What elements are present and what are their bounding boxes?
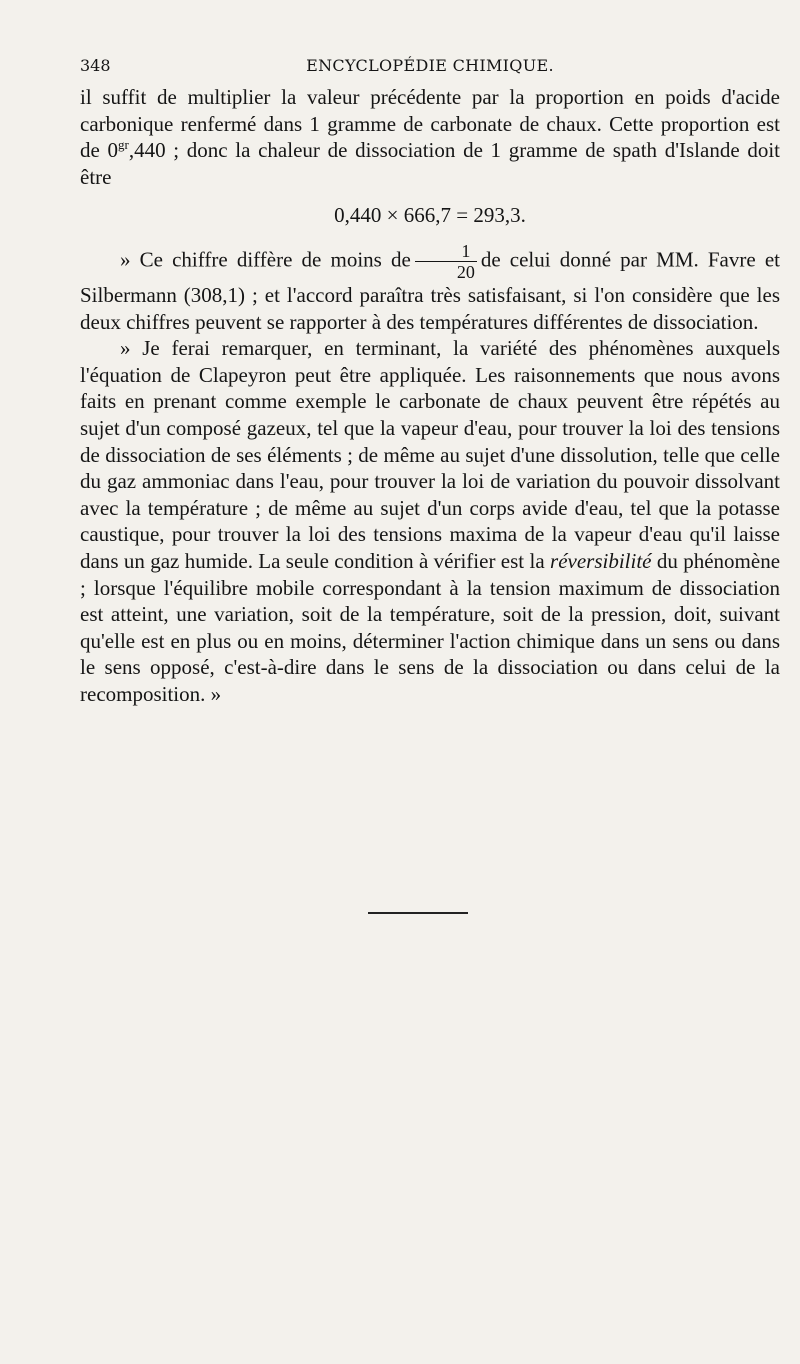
running-title: ENCYCLOPÉDIE CHIMIQUE.	[306, 56, 554, 75]
paragraph-1-text-b: ,440 ; donc la chaleur de dissociation de 1 gramme de spath d'Islande doit être	[80, 138, 780, 189]
fraction-denominator: 20	[456, 261, 475, 282]
fraction	[415, 241, 477, 282]
paragraph-3-text-b: du phénomène ; lorsque l'équilibre mobile correspondant à la tension maximum de dissociation est atteint, une variation, soit de la température, soit de la pression, doit, suivant qu'elle est en plus ou en moins, déterminer l'action chimique dans un sens ou dans le sens opposé, c'est-à-dire dans le sens de la dissociation ou dans celui de la recomposition. »	[80, 548, 781, 706]
paragraph-3	[80, 335, 780, 707]
paragraph-3-text-a: » Je ferai remarquer, en terminant, la variété des phénomènes auxquels l'équation de Clapeyron peut être appliquée. Les raisonnements que nous avons faits en prenant comme exemple le carbonate de chaux peuvent être répétés au sujet d'un composé gazeux, tel que la vapeur d'eau, pour trouver la loi des tensions de dissociation de ses éléments ; de même au sujet d'une dissolution, telle que celle du gaz ammoniac dans l'eau, pour trouver la loi de variation du pouvoir dissolvant avec la température ; de même au sujet d'un corps avide d'eau, tel que la potasse caustique, pour trouver la loi des tensions maxima de la vapeur d'eau qu'il laisse dans un gaz humide. La seule condition à vérifier est la	[80, 336, 780, 573]
section-end-rule	[368, 912, 468, 914]
page-number: 348	[80, 56, 111, 75]
equation: 0,440 × 666,7 = 293,3.	[334, 203, 526, 228]
italic-term: réversibilité	[550, 548, 652, 573]
paragraph-1-text-a: il suffit de multiplier la valeur précédente par la proportion en poids d'acide carbonique renfermé dans 1 gramme de carbonate de chaux. Cette proportion est de 0	[80, 85, 780, 163]
unit-superscript: gr	[118, 137, 129, 153]
body-text	[80, 84, 780, 707]
paragraph-2-text-a: » Ce chiffre diffère de moins de	[120, 247, 411, 272]
page-header	[80, 56, 780, 80]
paragraph-2	[80, 241, 780, 335]
fraction-numerator: 1	[415, 241, 477, 262]
paragraph-2-text-b: de celui donné par MM. Favre et Silbermann (308,1) ; et l'accord paraîtra très satisfaisant, si l'on considère que les deux chiffres peuvent se rapporter à des températures différentes de dissociation.	[80, 247, 780, 334]
paragraph-1	[80, 84, 780, 190]
